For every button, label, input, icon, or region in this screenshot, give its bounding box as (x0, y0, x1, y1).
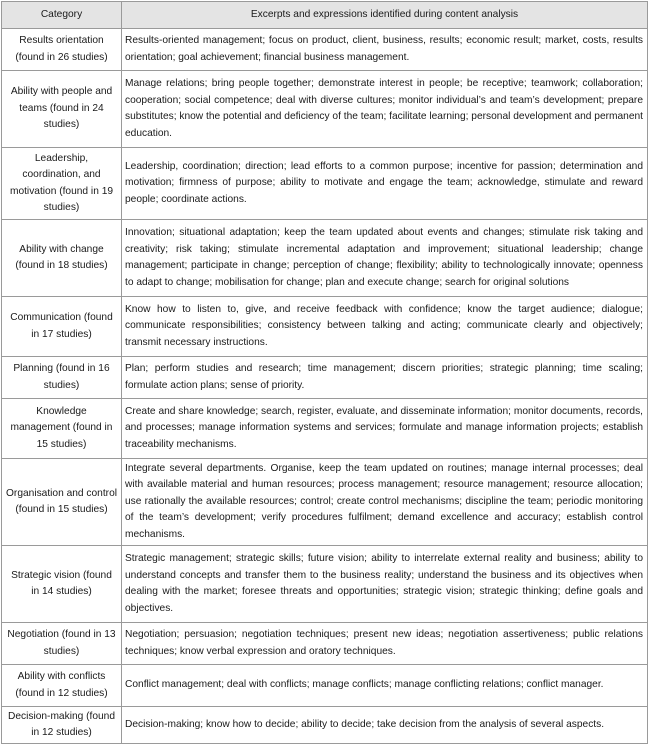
table-row (2, 459, 648, 546)
header-category: Category (2, 2, 122, 29)
row-category: Planning (found in 16 studies) (2, 357, 122, 399)
row-excerpts: Know how to listen to, give, and receive feedback with confidence; know the target audience; dialogue; communicate responsibilities; consistency between talking and acting; communicate clearly and objectively; transmit necessary instructions. (122, 297, 648, 357)
table-row (2, 148, 648, 220)
table-row (2, 297, 648, 357)
table-row (2, 71, 648, 148)
table-row (2, 29, 648, 71)
row-excerpts: Leadership, coordination; direction; lead efforts to a common purpose; incentive for passion; determination and motivation; firmness of purpose; ability to motivate and engage the team; acknowledge, stimulate and reward people; coordinate actions. (122, 148, 648, 220)
row-excerpts: Create and share knowledge; search, register, evaluate, and disseminate information; monitor documents, records, and processes; manage information systems and services; formulate and manage information projects; establish traceability mechanisms. (122, 399, 648, 459)
row-category: Ability with conflicts (found in 12 studies) (2, 665, 122, 707)
table-row (2, 623, 648, 665)
table-row (2, 399, 648, 459)
header-excerpts: Excerpts and expressions identified during content analysis (122, 2, 648, 29)
row-category: Strategic vision (found in 14 studies) (2, 546, 122, 623)
row-excerpts: Conflict management; deal with conflicts; manage conflicts; manage conflicting relations; conflict manager. (122, 665, 648, 707)
row-excerpts: Strategic management; strategic skills; future vision; ability to interrelate external reality and business; ability to understand concepts and transfer them to the business reality; understand the business and its objectives when dealing with the market; foresee threats and opportunities; strategic vision; strategic thinking; define goals and objectives. (122, 546, 648, 623)
row-category: Decision-making (found in 12 studies) (2, 707, 122, 744)
row-category: Results orientation (found in 26 studies) (2, 29, 122, 71)
table-row (2, 546, 648, 623)
table-header-row (2, 2, 648, 29)
row-excerpts: Negotiation; persuasion; negotiation techniques; present new ideas; negotiation assertiveness; public relations techniques; know verbal expression and oratory techniques. (122, 623, 648, 665)
row-category: Communication (found in 17 studies) (2, 297, 122, 357)
row-category: Organisation and control (found in 15 studies) (2, 459, 122, 546)
row-category: Knowledge management (found in 15 studies) (2, 399, 122, 459)
row-excerpts: Innovation; situational adaptation; keep the team updated about events and changes; stimulate risk taking and creativity; risk taking; stimulate incremental adaptation and improvement; situational leadership; change management; participate in change; perception of change; flexibility; ability to technologically innovate; openness to adapt to change; mobilisation for change; plan and execute change; search for original solutions (122, 220, 648, 297)
row-excerpts: Results-oriented management; focus on product, client, business, results; economic result; market, costs, results orientation; goal achievement; financial business management. (122, 29, 648, 71)
row-excerpts: Manage relations; bring people together; demonstrate interest in people; be receptive; teamwork; collaboration; cooperation; social competence; deal with diverse cultures; monitor individual’s and team’s development; prepare substitutes; know the potential and deficiency of the team; facilitate learning; personal development and permanent education. (122, 71, 648, 148)
row-excerpts: Plan; perform studies and research; time management; discern priorities; strategic planning; time scaling; formulate action plans; sense of priority. (122, 357, 648, 399)
row-excerpts: Integrate several departments. Organise, keep the team updated on routines; manage internal processes; deal with available material and human resources; process management; resource management; resource allocation; use rationally the available resources; control; create control mechanisms; discipline the team; periodic monitoring of the team’s development; verify procedures fulfilment; demand excellence and accuracy; establish control mechanisms. (122, 459, 648, 546)
table-row (2, 707, 648, 744)
row-category: Ability with people and teams (found in 24 studies) (2, 71, 122, 148)
table-row (2, 665, 648, 707)
competencies-table (1, 1, 648, 744)
table-row (2, 220, 648, 297)
row-category: Leadership, coordination, and motivation (found in 19 studies) (2, 148, 122, 220)
table-row (2, 357, 648, 399)
row-excerpts: Decision-making; know how to decide; ability to decide; take decision from the analysis of several aspects. (122, 707, 648, 744)
row-category: Ability with change (found in 18 studies) (2, 220, 122, 297)
row-category: Negotiation (found in 13 studies) (2, 623, 122, 665)
